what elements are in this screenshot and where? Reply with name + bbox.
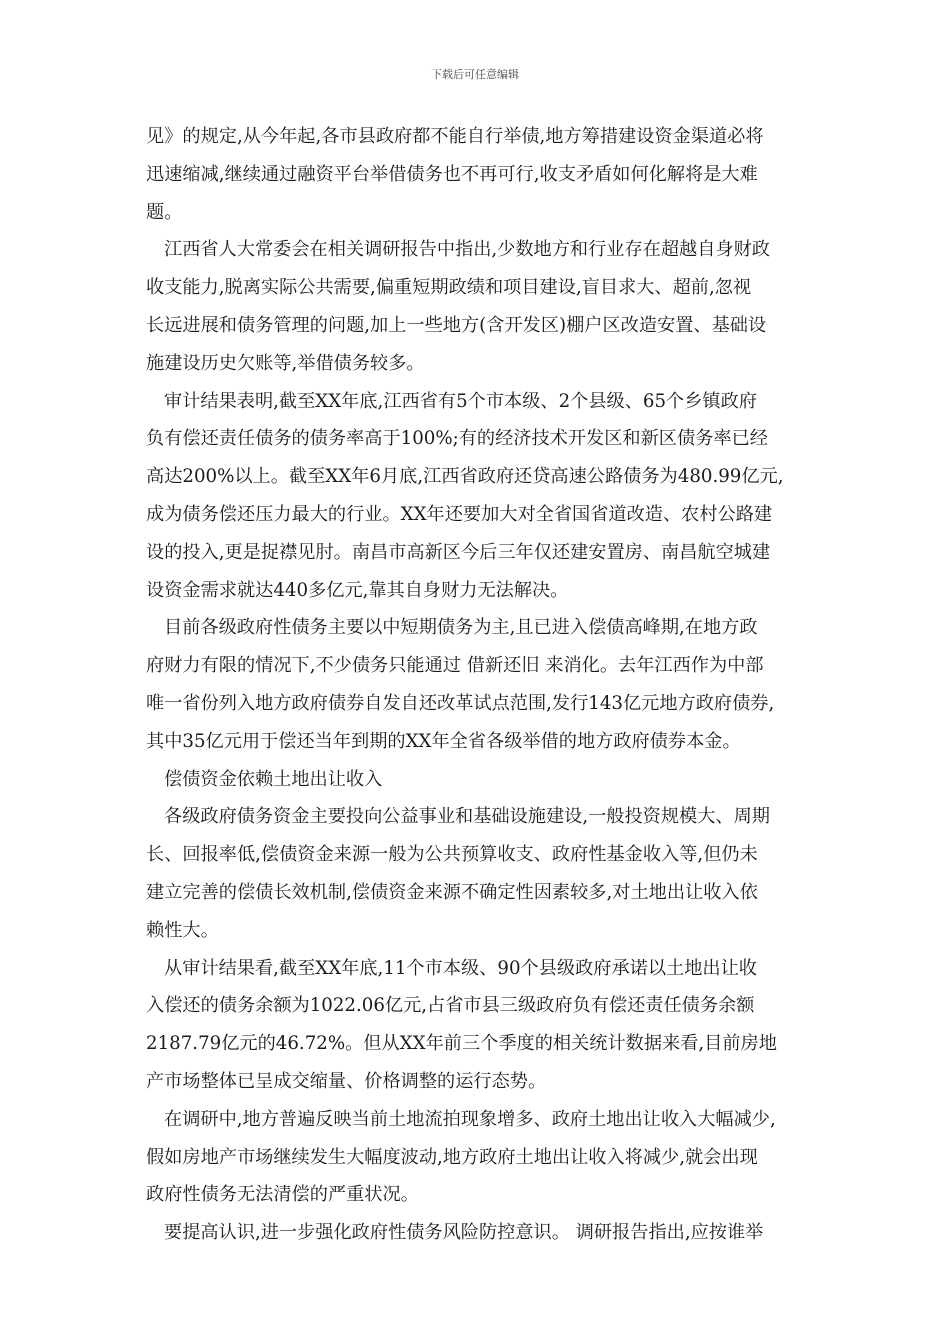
text-line: 长、回报率低,偿债资金来源一般为公共预算收支、政府性基金收入等,但仍未 [146,844,758,866]
text-line: 目前各级政府性债务主要以中短期债务为主,且已进入偿债高峰期,在地方政 [164,617,758,639]
text-line: 施建设历史欠账等,举借债务较多。 [146,352,425,374]
text-line: 迅速缩减,继续通过融资平台举借债务也不再可行,收支矛盾如何化解将是大难 [146,163,758,185]
text-line: 赖性大。 [146,919,219,941]
text-line: 设资金需求就达440多亿元,靠其自身财力无法解决。 [146,579,569,601]
text-line: 负有偿还责任债务的债务率高于100%;有的经济技术开发区和新区债务率已经 [146,428,768,450]
text-line: 产市场整体已呈成交缩量、价格调整的运行态势。 [146,1070,547,1092]
text-line: 建立完善的偿债长效机制,偿债资金来源不确定性因素较多,对土地出让收入依 [146,881,758,903]
text-line: 唯一省份列入地方政府债券自发自还改革试点范围,发行143亿元地方政府债券, [146,692,775,714]
text-line: 题。 [146,201,183,223]
text-line: 府财力有限的情况下,不少债务只能通过 借新还旧 来消化。去年江西作为中部 [146,655,764,677]
text-line: 长远进展和债务管理的问题,加上一些地方(含开发区)棚户区改造安置、基础设 [146,314,767,336]
text-line: 假如房地产市场继续发生大幅度波动,地方政府土地出让收入将减少,就会出现 [146,1146,758,1168]
text-line: 收支能力,脱离实际公共需要,偏重短期政绩和项目建设,盲目求大、超前,忽视 [146,277,752,299]
text-line: 江西省人大常委会在相关调研报告中指出,少数地方和行业存在超越自身财政 [164,239,770,261]
text-line: 其中35亿元用于偿还当年到期的XX年全省各级举借的地方政府债券本金。 [146,730,741,752]
text-line: 入偿还的债务余额为1022.06亿元,占省市县三级政府负有偿还责任债务余额 [146,995,755,1017]
document-body [146,118,806,1252]
text-line: 在调研中,地方普遍反映当前土地流拍现象增多、政府土地出让收入大幅减少, [164,1108,776,1130]
text-line: 政府性债务无法清偿的严重状况。 [146,1184,419,1206]
text-line: 高达200%以上。截至XX年6月底,江西省政府还贷高速公路债务为480.99亿元, [146,466,784,488]
text-line: 审计结果表明,截至XX年底,江西省有5个市本级、2个县级、65个乡镇政府 [164,390,757,412]
text-line: 偿债资金依赖土地出让收入 [164,768,383,790]
text-line: 设的投入,更是捉襟见肘。南昌市高新区今后三年仅还建安置房、南昌航空城建 [146,541,771,563]
text-line: 成为债务偿还压力最大的行业。XX年还要加大对全省国省道改造、农村公路建 [146,503,773,525]
text-line: 要提高认识,进一步强化政府性债务风险防控意识。 调研报告指出,应按谁举 [164,1222,764,1244]
page-header: 下载后可任意编辑 [431,68,519,81]
text-line: 见》的规定,从今年起,各市县政府都不能自行举债,地方筹措建设资金渠道必将 [146,126,764,147]
text-line: 2187.79亿元的46.72%。但从XX年前三个季度的相关统计数据来看,目前房地 [146,1033,777,1055]
text-line: 各级政府债务资金主要投向公益事业和基础设施建设,一般投资规模大、周期 [164,806,770,828]
text-line: 从审计结果看,截至XX年底,11个市本级、90个县级政府承诺以土地出让收 [164,957,757,979]
